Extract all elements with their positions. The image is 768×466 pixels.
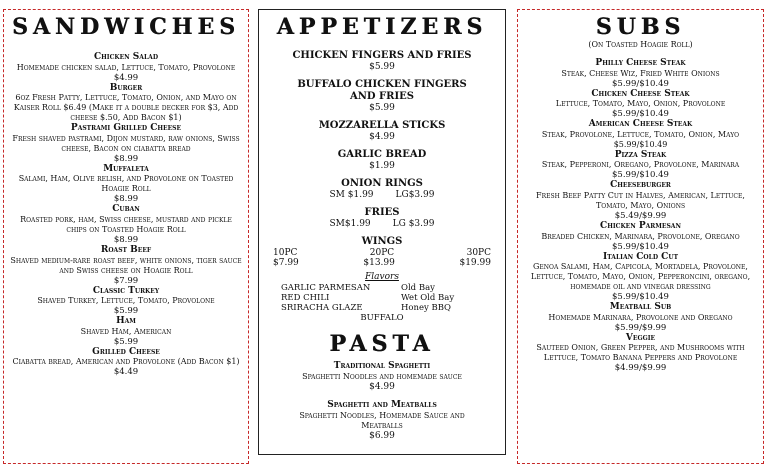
sandwiches-title: SANDWICHES <box>11 14 241 40</box>
item-price: $4.49 <box>113 367 139 378</box>
item-desc: Salami, Ham, Olive relish, and Provolone on Toasted Hoagie Roll <box>18 174 234 194</box>
item-price: $5.99 <box>369 103 395 113</box>
item-desc: Ciabatta bread, American and Provolone (Add Bacon $1) <box>12 357 240 367</box>
list-item <box>518 180 763 221</box>
flavor: SRIRACHA GLAZE <box>281 303 363 313</box>
item-name: WINGS <box>361 236 403 247</box>
item-name: Italian Cold Cut <box>602 251 679 262</box>
item-desc: Steak, Provolone, Lettuce, Tomato, Onion, Mayo $5.99/$10.49 <box>541 129 740 149</box>
small-price: SM$1.99 <box>329 219 371 229</box>
item-price: $6.99 <box>369 431 395 441</box>
list-item <box>259 79 505 113</box>
item-name: Pastrami Grilled Cheese <box>70 123 182 134</box>
item-price: $5.99/$10.49 <box>612 241 669 252</box>
item-desc: Spaghetti Noodles and homemade sauce <box>302 372 462 381</box>
item-desc: Steak, Pepperoni, Oregano, Provolone, Marinara <box>541 160 740 170</box>
pasta-title: PASTA <box>329 331 435 357</box>
list-item <box>4 286 248 317</box>
sandwiches-panel <box>3 9 249 464</box>
list-item <box>4 123 248 164</box>
list-item <box>4 83 248 124</box>
item-name: Cheeseburger <box>610 180 671 191</box>
item-name: GARLIC BREAD <box>337 149 427 160</box>
item-price: $7.99 <box>113 275 139 286</box>
onion-rings-item <box>259 178 505 200</box>
item-price: $5.99 <box>113 306 139 317</box>
item-price: $5.99/$10.49 <box>612 292 669 303</box>
item-desc: Shaved Turkey, Lettuce, Tomato, Provolone <box>37 296 215 306</box>
item-price: $5.99 <box>113 336 139 347</box>
item-name: Cuban <box>112 204 140 215</box>
wings-price: $13.99 <box>363 258 395 268</box>
list-item <box>4 204 248 245</box>
list-item <box>4 52 248 83</box>
list-item <box>259 361 505 392</box>
subs-subtitle: (On Toasted Hoagie Roll) <box>588 40 693 49</box>
flavor: Honey BBQ <box>401 303 451 313</box>
item-desc: Homemade Marinara, Provolone and Oregano <box>548 312 733 322</box>
item-desc: Spaghetti Noodles, Homemade Sauce and Meatballs <box>299 411 465 430</box>
list-item <box>518 221 763 252</box>
item-name: Ham <box>116 316 136 327</box>
item-desc: Sauteed Onion, Green Pepper, and Mushrooms with Lettuce, Tomato Banana Peppers and Provolone <box>536 343 745 363</box>
flavor: GARLIC PARMESAN <box>281 283 371 293</box>
item-name: Meatball Sub <box>609 302 672 313</box>
list-item <box>259 50 505 72</box>
appetizers-panel <box>258 9 506 455</box>
item-name: Spaghetti and Meatballs <box>327 400 437 410</box>
large-price: LG$3.99 <box>395 190 435 200</box>
item-price: $8.99 <box>113 194 139 205</box>
item-name: Chicken Salad <box>93 52 159 62</box>
list-item <box>518 58 763 89</box>
flavor: RED CHILI <box>281 293 330 303</box>
item-price: $8.99 <box>113 234 139 245</box>
wings-price: $19.99 <box>459 258 491 268</box>
item-desc: 6oz Fresh Patty, Lettuce, Tomato, Onion, and Mayo on Kaiser Roll $6.49 (Make it a double decker for $3, Add cheese $.50, Add Bacon $1) <box>13 93 239 123</box>
item-name: Muffaleta <box>103 163 149 174</box>
item-desc: Fresh shaved pastrami, Dijon mustard, raw onions, Swiss cheese, Bacon on ciabatta bread <box>12 133 240 153</box>
wings-size: 30PC <box>466 248 491 258</box>
flavor: BUFFALO <box>360 313 404 323</box>
item-price: $4.99 <box>369 132 395 142</box>
list-item <box>259 149 505 171</box>
item-name: ONION RINGS <box>341 178 423 189</box>
list-item <box>259 120 505 142</box>
item-name: Roast Beef <box>100 244 152 255</box>
item-desc: Shaved medium-rare roast beef, white onions, tiger sauce and Swiss cheese on Hoagie Roll <box>10 255 242 275</box>
list-item <box>4 316 248 347</box>
subs-title: SUBS <box>595 14 686 40</box>
flavor: Old Bay <box>401 283 435 293</box>
item-name: Philly Cheese Steak <box>595 58 686 68</box>
item-price: $5.49/$9.99 <box>614 210 667 221</box>
list-item <box>518 333 763 374</box>
item-name: FRIES <box>364 207 400 218</box>
fries-item <box>259 207 505 229</box>
item-desc: Homemade chicken salad, Lettuce, Tomato, Provolone <box>16 62 236 72</box>
item-name: Grilled Cheese <box>92 346 160 357</box>
wings-item <box>259 236 505 323</box>
item-price: $5.99/$10.49 <box>612 109 669 120</box>
list-item <box>518 252 763 303</box>
item-price: $5.99/$10.49 <box>612 78 669 89</box>
list-item <box>518 150 763 181</box>
item-price: $5.99 <box>369 62 395 72</box>
flavors-title: Flavors <box>365 272 399 282</box>
item-price: $8.99 <box>113 153 139 164</box>
item-price: $4.99/$9.99 <box>614 363 667 374</box>
wings-price: $7.99 <box>273 258 299 268</box>
item-desc: Lettuce, Tomato, Mayo, Onion, Provolone <box>555 99 726 109</box>
item-price: $1.99 <box>369 161 395 171</box>
wings-size: 20PC <box>369 248 395 258</box>
item-name: CHICKEN FINGERS AND FRIES <box>292 50 472 61</box>
item-desc: Steak, Cheese Wiz, Fried White Onions <box>561 68 720 78</box>
list-item <box>4 245 248 286</box>
item-name: Pizza Steak <box>614 149 667 160</box>
item-name: Classic Turkey <box>92 285 160 296</box>
small-price: SM $1.99 <box>329 190 374 200</box>
flavors-list <box>259 283 505 313</box>
item-name: MOZZARELLA STICKS <box>318 120 446 131</box>
item-name: Chicken Cheese Steak <box>591 88 690 99</box>
item-desc: Genoa Salami, Ham, Capicola, Mortadela, Provolone, Lettuce, Tomato, Mayo, Onion, Pepperoncini, oregano, homemade oil and vinegar dressing <box>530 262 751 292</box>
wings-size: 10PC <box>273 248 298 258</box>
list-item <box>518 302 763 333</box>
item-price: $5.99/$9.99 <box>614 322 667 333</box>
list-item <box>4 164 248 205</box>
list-item <box>259 400 505 441</box>
list-item <box>4 347 248 378</box>
item-desc: Roasted pork, ham, Swiss cheese, mustard and pickle chips on Toasted Hoagie Roll <box>20 214 232 234</box>
item-name: Traditional Spaghetti <box>333 361 431 371</box>
item-name: Veggie <box>625 332 656 343</box>
item-desc: Breaded Chicken, Marinara, Provolone, Oregano <box>541 231 740 241</box>
item-name: American Cheese Steak <box>588 119 693 130</box>
item-desc: Fresh Beef Patty Cut in Halves, American, Lettuce, Tomato, Mayo, Onions <box>536 190 745 210</box>
item-name: Burger <box>109 82 143 93</box>
list-item <box>518 89 763 120</box>
list-item <box>518 119 763 150</box>
item-name: BUFFALO CHICKEN FINGERS AND FRIES <box>297 79 467 102</box>
item-price: $5.99/$10.49 <box>612 170 669 181</box>
flavor: Wet Old Bay <box>401 293 455 303</box>
subs-panel <box>517 9 764 464</box>
item-price: $4.99 <box>113 72 139 83</box>
item-price: $4.99 <box>369 382 395 392</box>
item-name: Chicken Parmesan <box>600 220 681 231</box>
appetizers-title: APPETIZERS <box>276 14 488 40</box>
large-price: LG $3.99 <box>392 219 435 229</box>
item-desc: Shaved Ham, American <box>80 326 172 336</box>
